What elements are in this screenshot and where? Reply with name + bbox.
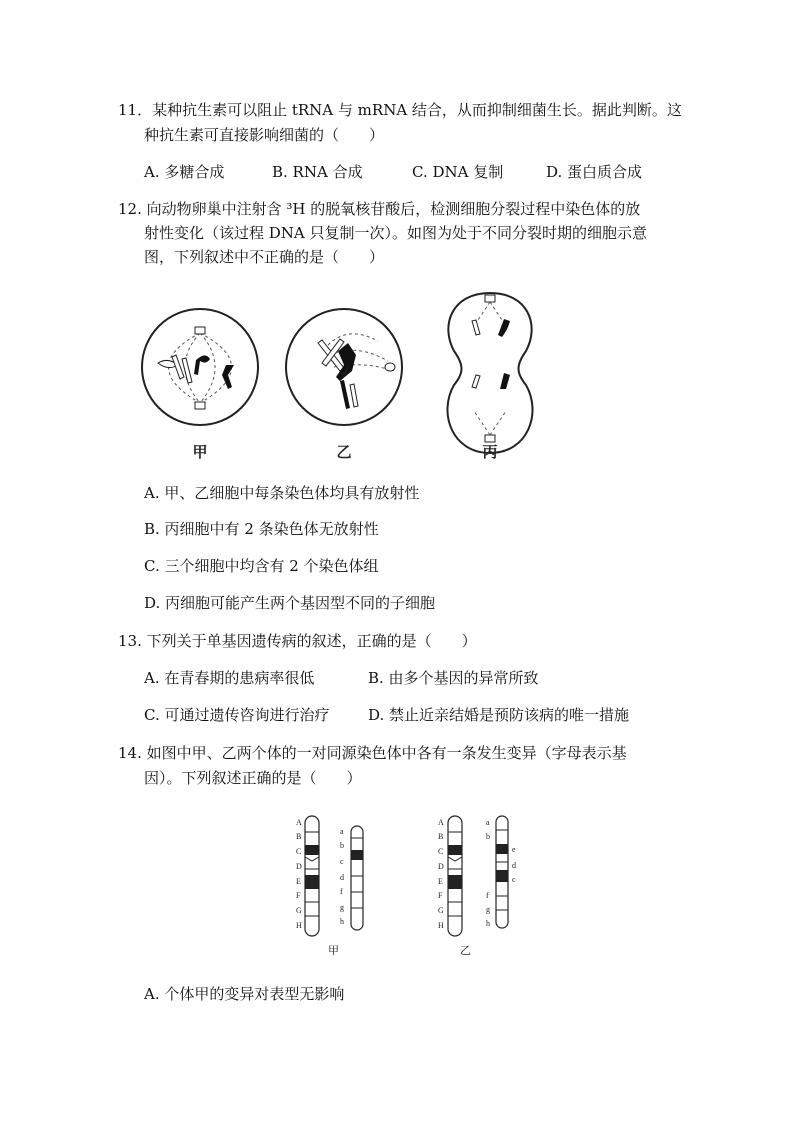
chromosome-jia-variant (351, 826, 363, 930)
label-F: F (296, 891, 301, 900)
yi-label-h: h (486, 919, 490, 928)
label-G: G (296, 906, 302, 915)
q12-option-b: B. 丙细胞中有 2 条染色体无放射性 (144, 520, 379, 538)
q11-option-c: C. DNA 复制 (412, 163, 504, 181)
q14-stem-line2: 因）。下列叙述正确的是（ ） (144, 769, 362, 787)
yi-label-C: C (438, 847, 444, 856)
cell-jia (142, 309, 258, 425)
cell-yi (286, 309, 402, 425)
yi-upper-labels (438, 818, 444, 930)
label-B: B (296, 832, 302, 841)
cell-caption-yi: 乙 (336, 443, 352, 461)
q13-option-b: B. 由多个基因的异常所致 (368, 669, 539, 687)
figure-caption-jia: 甲 (328, 944, 339, 957)
q13-option-a: A. 在青春期的患病率很低 (144, 669, 315, 687)
label-c: c (340, 857, 344, 866)
yi-label-g: g (486, 905, 490, 914)
jia-upper-labels (296, 818, 302, 930)
q13-stem: 13. 下列关于单基因遗传病的叙述，正确的是（ ） (118, 632, 477, 650)
q13-option-c: C. 可通过遗传咨询进行治疗 (144, 706, 330, 724)
yi-label-H: H (438, 921, 444, 930)
jia-lower-labels (340, 827, 344, 926)
label-D: D (296, 862, 302, 871)
cell-caption-jia: 甲 (192, 443, 208, 461)
q12-option-c: C. 三个细胞中均含有 2 个染色体组 (144, 557, 379, 575)
cell-bing (447, 293, 532, 453)
yi-label-E: E (438, 877, 443, 886)
q13-option-d: D. 禁止近亲结婚是预防该病的唯一措施 (368, 706, 630, 724)
label-A: A (296, 818, 302, 827)
label-g: g (340, 903, 344, 912)
q11-stem-line2: 种抗生素可直接影响细菌的（ ） (144, 126, 385, 144)
label-h: h (340, 917, 344, 926)
yi-label-G: G (438, 906, 444, 915)
q11-option-b: B. RNA 合成 (272, 163, 363, 181)
q12-stem-line1: 12. 向动物卵巢中注射含 ³H 的脱氧核苷酸后，检测细胞分裂过程中染色体的放 (118, 200, 641, 218)
label-f: f (340, 887, 343, 896)
yi-label-d: d (512, 861, 516, 870)
yi-label-B: B (438, 832, 444, 841)
yi-label-D: D (438, 862, 444, 871)
q14-stem-line1: 14. 如图中甲、乙两个体的一对同源染色体中各有一条发生变异（字母表示基 (118, 744, 627, 762)
q12-stem-line2: 射性变化（该过程 DNA 只复制一次）。如图为处于不同分裂时期的细胞示意 (144, 224, 648, 242)
cell-caption-bing: 丙 (482, 443, 498, 461)
label-b: b (340, 841, 344, 850)
chromosome-jia-normal (305, 816, 319, 936)
yi-label-b: b (486, 832, 490, 841)
yi-label-A: A (438, 818, 444, 827)
yi-label-a: a (486, 818, 490, 827)
chromosome-figure (288, 812, 528, 962)
figure-caption-yi: 乙 (460, 944, 471, 957)
q12-option-d: D. 丙细胞可能产生两个基因型不同的子细胞 (144, 594, 436, 612)
label-C: C (296, 847, 302, 856)
label-d: d (340, 873, 344, 882)
chromosome-yi-normal (448, 816, 462, 936)
label-H: H (296, 921, 302, 930)
label-a: a (340, 827, 344, 836)
yi-label-F: F (438, 891, 443, 900)
q11-option-d: D. 蛋白质合成 (546, 163, 643, 181)
q11-option-a: A. 多糖合成 (144, 163, 225, 181)
q12-option-a: A. 甲、乙细胞中每条染色体均具有放射性 (144, 484, 420, 502)
q12-stem-line3: 图，下列叙述中不正确的是（ ） (144, 248, 385, 266)
q11-stem-line1: 11．某种抗生素可以阻止 tRNA 与 mRNA 结合，从而抑制细菌生长。据此判断。这 (118, 101, 682, 119)
label-E: E (296, 877, 301, 886)
chromosome-yi-variant (496, 816, 508, 928)
yi-label-e: e (512, 845, 516, 854)
yi-label-c: c (512, 875, 516, 884)
cell-division-figure (138, 285, 558, 465)
yi-label-f: f (486, 891, 489, 900)
q14-option-a: A. 个体甲的变异对表型无影响 (144, 985, 345, 1003)
